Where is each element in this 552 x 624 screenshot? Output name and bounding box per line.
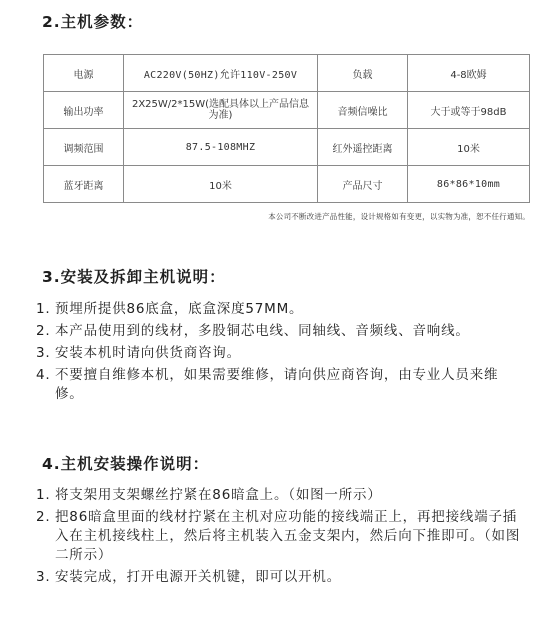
list-text: 将支架用支架螺丝拧紧在86暗盒上。（如图一所示）	[55, 487, 382, 503]
list-item	[36, 300, 522, 319]
list-item	[36, 366, 522, 404]
table-row	[44, 55, 530, 92]
table-row	[44, 129, 530, 166]
list-item	[36, 344, 522, 363]
list-text: 不要擅自维修本机，如果需要维修，请向供应商咨询，由专业人员来维修。	[55, 367, 499, 402]
list-number: 2.	[36, 509, 51, 525]
spec-value: 10米	[124, 166, 318, 203]
list-item	[36, 568, 522, 587]
spec-value: 4-8欧姆	[408, 55, 530, 92]
spec-table	[43, 54, 530, 203]
list-number: 3.	[36, 345, 51, 361]
list-number: 3.	[36, 569, 51, 585]
list-number: 2.	[36, 323, 51, 339]
list-item	[36, 486, 522, 505]
list-item	[36, 508, 522, 565]
list-number: 4.	[36, 367, 51, 383]
spec-value: 大于或等于98dB	[408, 92, 530, 129]
operation-instructions-list	[36, 486, 522, 587]
disclaimer-note: 本公司不断改进产品性能，设计规格如有变更，以实物为准，恕不任行通知。	[268, 212, 530, 221]
spec-value: 87.5-108MHZ	[124, 129, 318, 166]
spec-value: 86*86*10mm	[408, 166, 530, 203]
list-item	[36, 322, 522, 341]
list-text: 预埋所提供86底盒，底盒深度57MM。	[55, 301, 304, 317]
spec-label: 蓝牙距离	[44, 166, 124, 203]
spec-value: 10米	[408, 129, 530, 166]
section-4-title: 4.主机安装操作说明：	[42, 455, 210, 473]
list-text: 把86暗盒里面的线材拧紧在主机对应功能的接线端正上，再把接线端子插入在主机接线柱上，然后将主机装入五金支架内，然后向下推即可。（如图二所示）	[55, 509, 521, 563]
section-3-title: 3.安装及拆卸主机说明：	[42, 268, 226, 286]
spec-value: 2X25W/2*15W(选配具体以上产品信息为准)	[124, 92, 318, 129]
table-row	[44, 166, 530, 203]
spec-label: 音频信噪比	[318, 92, 408, 129]
spec-label: 调频范围	[44, 129, 124, 166]
spec-label: 产品尺寸	[318, 166, 408, 203]
spec-label: 红外遥控距离	[318, 129, 408, 166]
list-text: 安装完成，打开电源开关机键，即可以开机。	[55, 569, 341, 585]
spec-value: AC220V(50HZ)允许110V-250V	[124, 55, 318, 92]
table-row	[44, 92, 530, 129]
section-2-title: 2.主机参数：	[42, 13, 144, 31]
list-number: 1.	[36, 301, 51, 317]
spec-label: 负载	[318, 55, 408, 92]
spec-label: 电源	[44, 55, 124, 92]
install-uninstall-list	[36, 300, 522, 404]
list-text: 安装本机时请向供货商咨询。	[55, 345, 241, 361]
list-number: 1.	[36, 487, 51, 503]
spec-label: 输出功率	[44, 92, 124, 129]
list-text: 本产品使用到的线材，多股铜芯电线、同轴线、音频线、音响线。	[55, 323, 470, 339]
